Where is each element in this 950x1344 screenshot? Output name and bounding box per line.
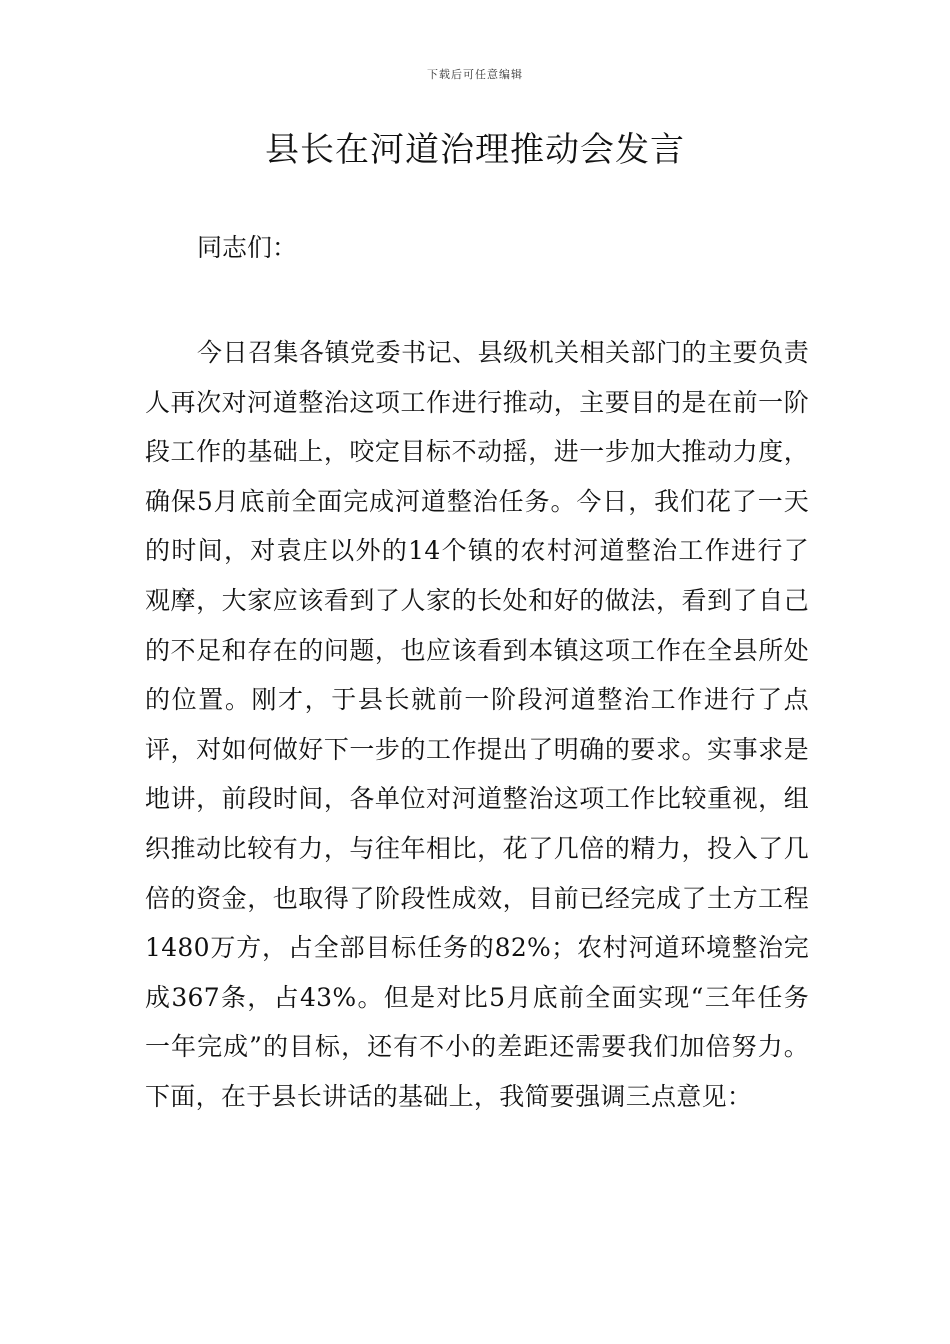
salutation: 同志们：: [197, 233, 298, 262]
header-note: 下载后可任意编辑: [427, 68, 523, 81]
page-title: 县长在河道治理推动会发言: [265, 130, 685, 170]
body-paragraph: 今日召集各镇党委书记、县级机关相关部门的主要负责人再次对河道整治这项工作进行推动，主要目的是在前一阶段工作的基础上，咬定目标不动摇，进一步加大推动力度，确保5月底前全面完成河道整治任务。今日，我们花了一天的时间，对袁庄以外的14个镇的农村河道整治工作进行了观摩，大家应该看到了人家的长处和好的做法，看到了自己的不足和存在的问题，也应该看到本镇这项工作在全县所处的位置。刚才，于县长就前一阶段河道整治工作进行了点评，对如何做好下一步的工作提出了明确的要求。实事求是地讲，前段时间，各单位对河道整治这项工作比较重视，组织推动比较有力，与往年相比，花了几倍的精力，投入了几倍的资金，也取得了阶段性成效，目前已经完成了土方工程1480万方，占全部目标任务的82%；农村河道环境整治完成367条，占43%。但是对比5月底前全面实现“三年任务一年完成”的目标，还有不小的差距还需要我们加倍努力。下面，在于县长讲话的基础上，我简要强调三点意见：: [145, 338, 809, 1111]
